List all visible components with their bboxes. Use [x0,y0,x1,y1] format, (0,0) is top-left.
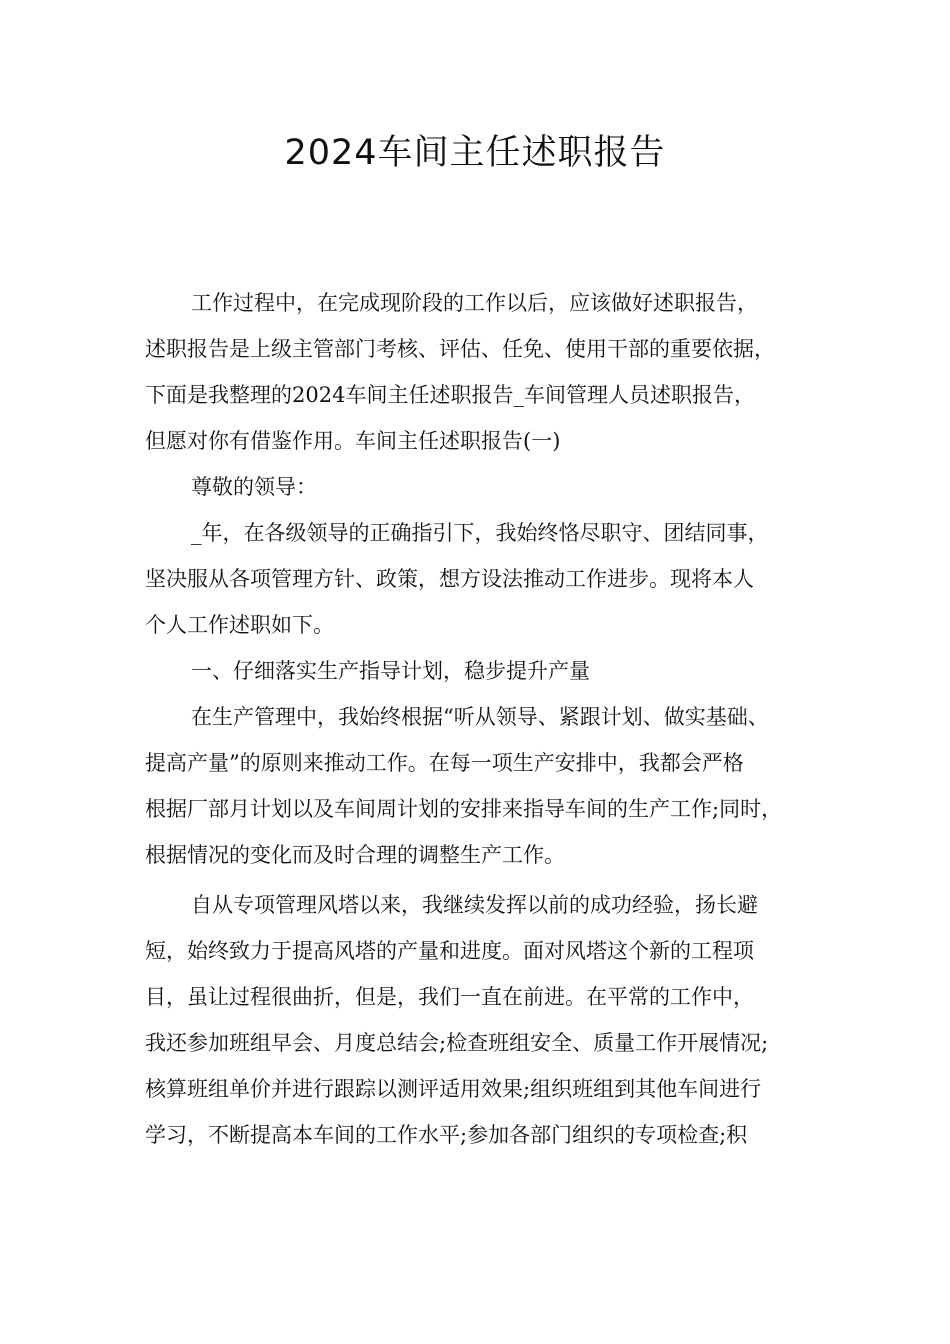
paragraph-line: 根据厂部月计划以及车间周计划的安排来指导车间的生产工作;同时， [145,797,783,821]
paragraph-line: 根据情况的变化而及时合理的调整生产工作。 [145,843,565,867]
paragraph-line: 学习，不断提高本车间的工作水平;参加各部门组织的专项检查;积 [145,1123,748,1147]
paragraph-line: 下面是我整理的2024车间主任述职报告_车间管理人员述职报告， [145,383,755,407]
paragraph-line: 提高产量”的原则来推动工作。在每一项生产安排中，我都会严格 [145,751,744,775]
paragraph-line: 工作过程中，在完成现阶段的工作以后，应该做好述职报告， [191,291,758,315]
paragraph-line: 述职报告是上级主管部门考核、评估、任免、使用干部的重要依据， [145,337,775,361]
paragraph-line: 短，始终致力于提高风塔的产量和进度。面对风塔这个新的工程项 [145,939,754,963]
paragraph-line: 目，虽让过程很曲折，但是，我们一直在前进。在平常的工作中， [145,985,754,1009]
paragraph-line: 我还参加班组早会、月度总结会;检查班组安全、质量工作开展情况; [145,1031,769,1055]
paragraph-line: 个人工作述职如下。 [145,613,334,637]
paragraph-line: 在生产管理中，我始终根据“听从领导、紧跟计划、做实基础、 [191,705,769,729]
salutation-line: 尊敬的领导： [191,475,317,499]
paragraph-line: _年，在各级领导的正确指引下，我始终恪尽职守、团结同事， [191,521,769,545]
paragraph-line: 但愿对你有借鉴作用。车间主任述职报告(一) [145,429,561,453]
paragraph-line: 核算班组单价并进行跟踪以测评适用效果;组织班组到其他车间进行 [145,1077,762,1101]
section-heading: 一、仔细落实生产指导计划，稳步提升产量 [191,659,590,683]
document-title: 2024车间主任述职报告 [284,133,666,173]
paragraph-line: 坚决服从各项管理方针、政策，想方设法推动工作进步。现将本人 [145,567,754,591]
document-body [145,280,825,1158]
paragraph-line: 自从专项管理风塔以来，我继续发挥以前的成功经验，扬长避 [191,893,758,917]
